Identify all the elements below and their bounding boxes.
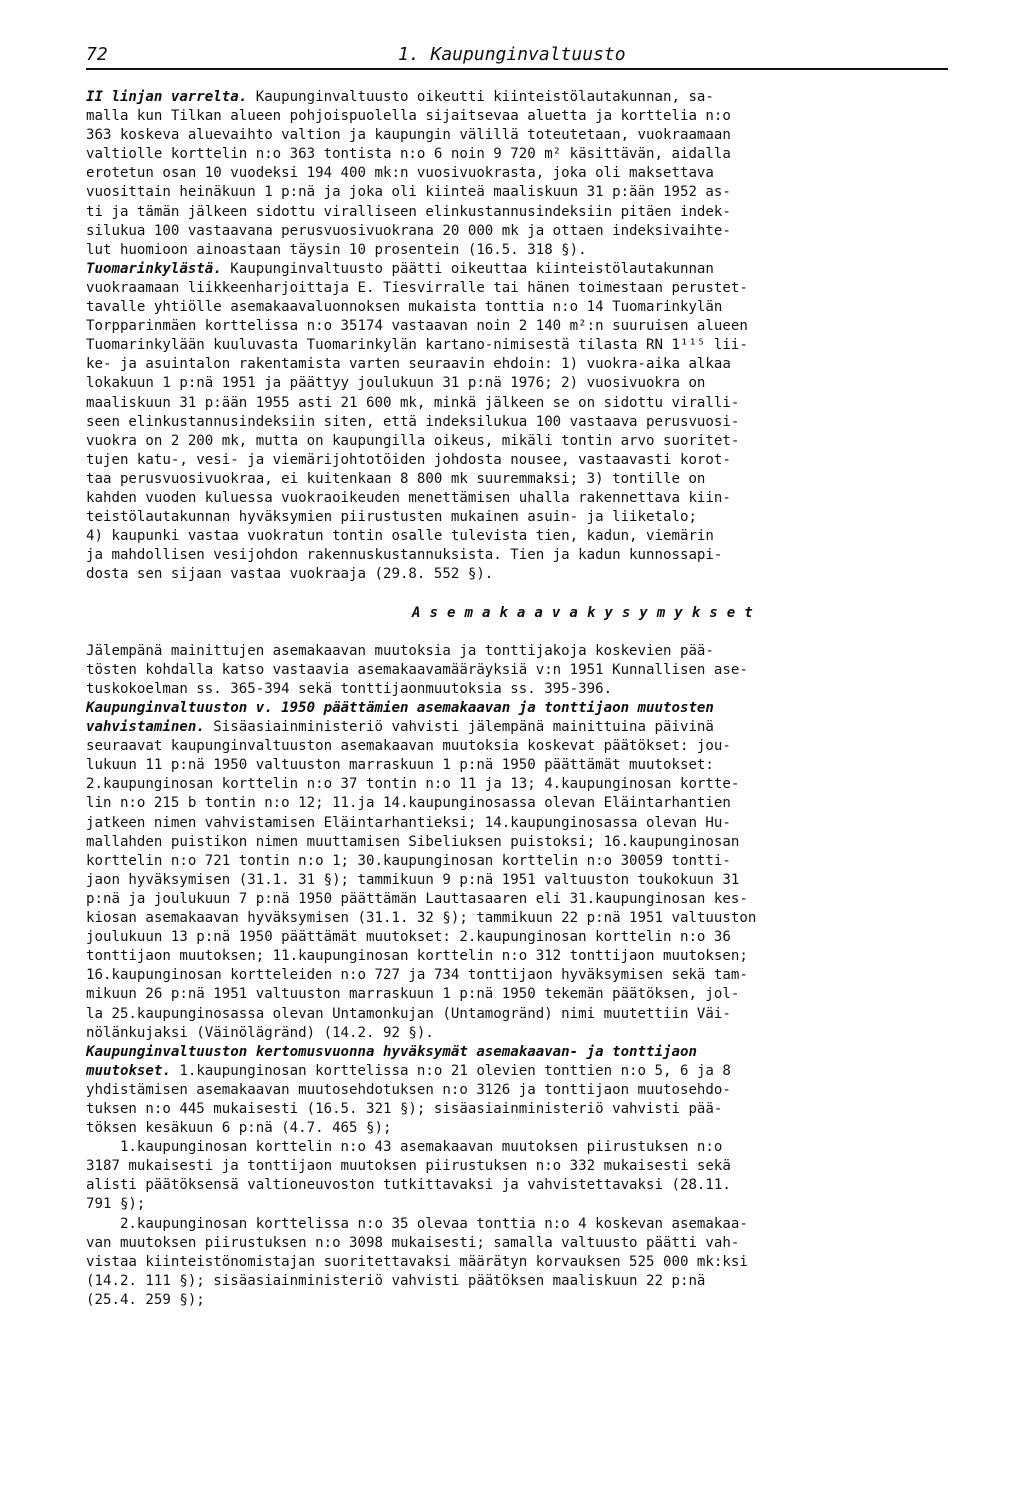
line-text: tujen katu-, vesi- ja viemärijohtotöiden johdosta nousee, vastaavasti korot- (86, 451, 731, 468)
text-line (86, 852, 986, 871)
section-heading: Asemakaavakysymykset (412, 604, 762, 621)
text-line (86, 203, 986, 222)
text-line (86, 470, 986, 489)
line-text: tuksen n:o 445 mukaisesti (16.5. 321 §); sisäasiainministeriö vahvisti pää- (86, 1100, 723, 1117)
text-line (86, 317, 986, 336)
text-line (86, 508, 986, 527)
text-line (86, 145, 986, 164)
line-text: 1.kaupunginosan korttelissa n:o 21 olevien tonttien n:o 5, 6 ja 8 (170, 1062, 731, 1079)
line-text: nölänkujaksi (Väinölägränd) (14.2. 92 §). (86, 1024, 434, 1041)
text-line (86, 775, 986, 794)
paragraph-lead: Kaupunginvaltuuston kertomusvuonna hyväksymät asemakaavan- ja tonttijaon (86, 1043, 697, 1060)
text-line (86, 756, 986, 775)
text-line (86, 279, 986, 298)
text-line (86, 966, 986, 985)
text-line (86, 947, 986, 966)
text-line (86, 1195, 986, 1214)
text-line (86, 394, 986, 413)
line-text: taa perusvuosivuokraa, ei kuitenkaan 8 800 mk suuremmaksi; 3) tontille on (86, 470, 706, 487)
section-asemakaava (86, 642, 986, 1310)
text-line (86, 642, 986, 661)
text-line (86, 183, 986, 202)
text-line (86, 546, 986, 565)
line-text: tösten kohdalla katso vastaavia asemakaavamääräyksiä v:n 1951 Kunnallisen ase- (86, 661, 748, 678)
line-text: 791 §); (86, 1196, 146, 1213)
text-line (86, 222, 986, 241)
line-text: (14.2. 111 §); sisäasiainministeriö vahvisti päätöksen maaliskuun 22 p:nä (86, 1272, 706, 1289)
line-text: Torpparinmäen korttelissa n:o 35174 vastaavan noin 2 140 m²:n suuruisen alueen (86, 318, 748, 335)
line-text: 1.kaupunginosan korttelin n:o 43 asemakaavan muutoksen piirustuksen n:o (86, 1139, 723, 1156)
running-title: 1. Kaupunginvaltuusto (398, 44, 626, 65)
line-text: Sisäasiainministeriö vahvisti jälempänä mainittuina päivinä (204, 719, 714, 736)
line-text: tavalle yhtiölle asemakaavaluonnoksen mukaista tonttia n:o 14 Tuomarinkylän (86, 299, 723, 316)
text-line (86, 1234, 986, 1253)
text-line (86, 680, 986, 699)
text-line (86, 374, 986, 393)
line-text: lukuun 11 p:nä 1950 valtuuston marraskuun 1 p:nä 1950 päättämät muutokset: (86, 757, 714, 774)
line-text: mikuun 26 p:nä 1951 valtuuston marraskuun 1 p:nä 1950 tekemän päätöksen, jol- (86, 986, 740, 1003)
line-text: maaliskuun 31 p:ään 1955 asti 21 600 mk, minkä jälkeen se on sidottu viralli- (86, 394, 740, 411)
text-line (86, 527, 986, 546)
paragraph-lead: Kaupunginvaltuuston v. 1950 päättämien asemakaavan ja tonttijaon muutosten (86, 700, 714, 716)
line-text: lin n:o 215 b tontin n:o 12; 11.ja 14.kaupunginosassa olevan Eläintarhantien (86, 795, 731, 812)
line-text: alisti päätöksensä valtioneuvoston tutkittavaksi ja vahvistettavaksi (28.11. (86, 1177, 731, 1194)
line-text: korttelin n:o 721 tontin n:o 1; 30.kaupunginosan korttelin n:o 30059 tontti- (86, 852, 731, 869)
page-number: 72 (86, 44, 108, 65)
text-line (86, 336, 986, 355)
paragraph-lead: vahvistaminen. (86, 719, 205, 736)
text-line (86, 1081, 986, 1100)
text-line (86, 661, 986, 680)
text-line (86, 1138, 986, 1157)
text-line (86, 1272, 986, 1291)
text-line (86, 260, 986, 279)
line-text: 16.kaupunginosan kortteleiden n:o 727 ja 734 tonttijaon hyväksymisen sekä tam- (86, 967, 748, 984)
line-text: teistölautakunnan hyväksymien piirustusten mukainen asuin- ja liiketalo; (86, 509, 697, 526)
page-header (86, 44, 948, 70)
section-ii-linjan (86, 88, 986, 584)
line-text: 363 koskeva aluevaihto valtion ja kaupungin välillä toteutetaan, vuokraamaan (86, 127, 731, 144)
line-text: seen elinkustannusindeksiin siten, että indeksilukua 100 vastaava perusvuosi- (86, 413, 740, 430)
text-line (86, 489, 986, 508)
text-line (86, 890, 986, 909)
line-text: silukua 100 vastaavana perusvuosivuokrana 20 000 mk ja ottaen indeksivaihte- (86, 222, 731, 239)
text-line (86, 1215, 986, 1234)
text-line (86, 432, 986, 451)
line-text: töksen kesäkuun 6 p:nä (4.7. 465 §); (86, 1120, 392, 1137)
body-text (86, 88, 986, 1310)
line-text: Kaupunginvaltuusto oikeutti kiinteistölautakunnan, sa- (247, 89, 714, 105)
line-text: Jälempänä mainittujen asemakaavan muutoksia ja tonttijakoja koskevien pää- (86, 642, 714, 659)
line-text: jatkeen nimen vahvistamisen Eläintarhantieksi; 14.kaupunginosassa olevan Hu- (86, 814, 731, 831)
line-text: ti ja tämän jälkeen sidottu viralliseen elinkustannusindeksiin pitäen indek- (86, 203, 731, 220)
text-line (86, 413, 986, 432)
line-text: vuokra on 2 200 mk, mutta on kaupungilla oikeus, mikäli tontin arvo suoritet- (86, 432, 740, 449)
text-line (86, 107, 986, 126)
text-line (86, 88, 986, 107)
text-line (86, 1176, 986, 1195)
text-line (86, 1024, 986, 1043)
line-text: 4) kaupunki vastaa vuokratun tontin osalle tulevista tien, kadun, viemärin (86, 528, 714, 545)
line-text: ja mahdollisen vesijohdon rakennuskustannuksista. Tien ja kadun kunnossapi- (86, 547, 723, 564)
text-line (86, 565, 986, 584)
text-line (86, 1062, 986, 1081)
text-line (86, 1253, 986, 1272)
line-text: ke- ja asuintalon rakentamista varten seuraavin ehdoin: 1) vuokra-aika alkaa (86, 356, 731, 373)
line-text: seuraavat kaupunginvaltuuston asemakaavan muutoksia koskevat päätökset: jou- (86, 738, 731, 755)
line-text: p:nä ja joulukuun 7 p:nä 1950 päättämän Lauttasaaren eli 31.kaupunginosan kes- (86, 890, 748, 907)
line-text: dosta sen sijaan vastaa vuokraaja (29.8. 552 §). (86, 566, 494, 583)
line-text: joulukuun 13 p:nä 1950 päättämät muutokset: 2.kaupunginosan korttelin n:o 36 (86, 929, 731, 946)
line-text: malla kun Tilkan alueen pohjoispuolella sijaitsevaa aluetta ja korttelia n:o (86, 108, 731, 125)
line-text: vistaa kiinteistönomistajan suoritettavaksi määrätyn korvauksen 525 000 mk:ksi (86, 1253, 748, 1270)
line-text: tonttijaon muutoksen; 11.kaupunginosan korttelin n:o 312 tonttijaon muutoksen; (86, 948, 748, 965)
text-line (86, 1291, 986, 1310)
text-line (86, 718, 986, 737)
line-text: vuokraamaan liikkeenharjoittaja E. Tiesvirralle tai hänen toimestaan perustet- (86, 279, 748, 296)
text-line (86, 814, 986, 833)
line-text: 3187 mukaisesti ja tonttijaon muutoksen piirustuksen n:o 332 mukaisesti sekä (86, 1158, 731, 1175)
line-text: lut huomioon ainoastaan täysin 10 prosentein (16.5. 318 §). (86, 241, 587, 258)
line-text: van muutoksen piirustuksen n:o 3098 mukaisesti; samalla valtuusto päätti vah- (86, 1234, 740, 1251)
line-text: erotetun osan 10 vuodeksi 194 400 mk:n vuosivuokrasta, joka oli maksettava (86, 165, 714, 182)
text-line (86, 794, 986, 813)
line-text: mallahden puistikon nimen muuttamisen Sibeliuksen puistoksi; 16.kaupunginosan (86, 833, 740, 850)
text-line (86, 126, 986, 145)
line-text: kahden vuoden kuluessa vuokraoikeuden menettämisen uhalla rakennettava kiin- (86, 489, 731, 506)
text-line (86, 1157, 986, 1176)
line-text: Kaupunginvaltuusto päätti oikeuttaa kiinteistölautakunnan (221, 260, 714, 277)
line-text: (25.4. 259 §); (86, 1291, 205, 1308)
line-text: 2.kaupunginosan korttelissa n:o 35 olevaa tonttia n:o 4 koskevan asemakaa- (86, 1215, 748, 1232)
text-line (86, 241, 986, 260)
line-text: 2.kaupunginosan korttelin n:o 37 tontin n:o 11 ja 13; 4.kaupunginosan kortte- (86, 776, 740, 793)
text-line (86, 909, 986, 928)
text-line (86, 1005, 986, 1024)
paragraph-lead: II linjan varrelta. (86, 89, 248, 105)
line-text: tuskokoelman ss. 365-394 sekä tonttijaonmuutoksia ss. 395-396. (86, 680, 613, 697)
text-line (86, 871, 986, 890)
text-line (86, 1100, 986, 1119)
text-line (86, 985, 986, 1004)
line-text: lokakuun 1 p:nä 1951 ja päättyy joulukuun 31 p:nä 1976; 2) vuosivuokra on (86, 375, 706, 392)
line-text: kiosan asemakaavan hyväksymisen (31.1. 32 §); tammikuun 22 p:nä 1951 valtuuston (86, 910, 757, 927)
line-text: jaon hyväksymisen (31.1. 31 §); tammikuun 9 p:nä 1951 valtuuston toukokuun 31 (86, 871, 740, 888)
text-line (86, 1119, 986, 1138)
text-line (86, 1043, 986, 1062)
line-text: Tuomarinkylään kuuluvasta Tuomarinkylän kartano-nimisestä tilasta RN 1¹¹⁵ lii- (86, 337, 748, 354)
text-line (86, 355, 986, 374)
text-line (86, 164, 986, 183)
section-spacer (86, 623, 986, 642)
text-line (86, 833, 986, 852)
paragraph-lead: Tuomarinkylästä. (86, 260, 222, 277)
line-text: vuosittain heinäkuun 1 p:nä ja joka oli kiinteä maaliskuun 31 p:ään 1952 as- (86, 184, 731, 201)
text-line (86, 451, 986, 470)
line-text: yhdistämisen asemakaavan muutosehdotuksen n:o 3126 ja tonttijaon muutosehdo- (86, 1081, 731, 1098)
line-text: valtiolle korttelin n:o 363 tontista n:o 6 noin 9 720 m² käsittävän, aidalla (86, 146, 731, 163)
text-line (86, 928, 986, 947)
section-spacer (86, 584, 986, 603)
paragraph-lead: muutokset. (86, 1062, 171, 1079)
line-text: la 25.kaupunginosassa olevan Untamonkujan (Untamogränd) nimi muutettiin Väi- (86, 1005, 731, 1022)
text-line (86, 737, 986, 756)
text-line (86, 699, 986, 718)
text-line (86, 298, 986, 317)
